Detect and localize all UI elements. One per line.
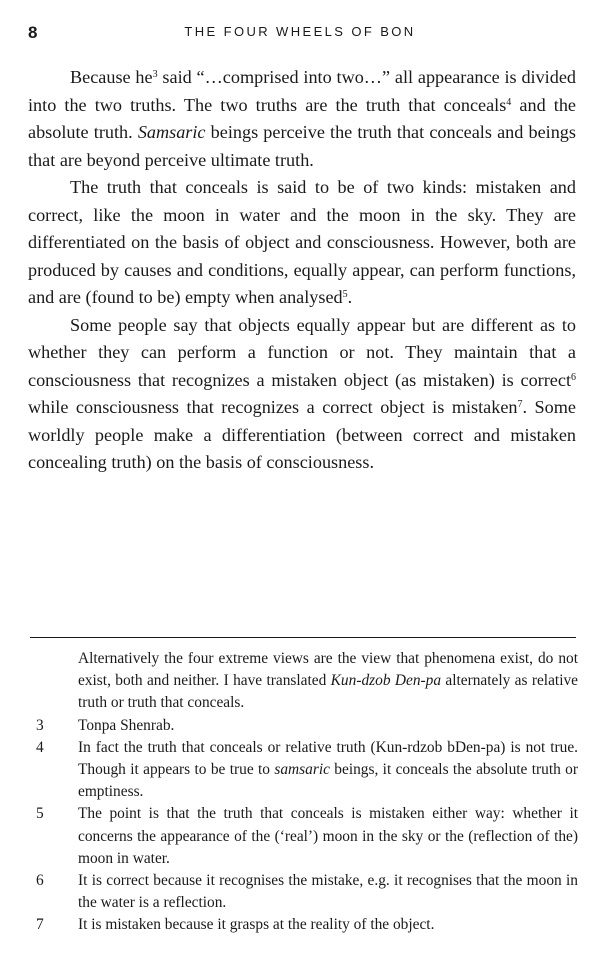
text-span: said “…comprised into two…” all appearance is divided into the two truths. The two truths are the truth that conceals <box>28 67 576 115</box>
footnote-text <box>78 648 578 715</box>
footnote-6 <box>30 870 578 914</box>
footnote-text: Tonpa Shenrab. <box>78 716 175 734</box>
footnote-7 <box>30 914 578 936</box>
text-span: beings, it conceals the absolute truth or emptiness. <box>78 761 578 801</box>
text-span: In fact the truth that conceals or relative truth (Kun-rdzob bDen-pa) is not true. Though it appears to be true to <box>78 738 578 779</box>
footnote-text: It is correct because it recognises the mistake, e.g. it recognises that the moon in the water is a reflection. <box>78 872 578 912</box>
text-span: Some people say that objects equally appear but are different as to whether they can perform a function or not. They maintain that a consciousness that recognizes a mistaken object (as mistaken) is correct <box>28 314 576 390</box>
footnote-divider <box>30 637 576 638</box>
text-span: beings perceive the truth that conceals and beings that are beyond perceive ultimate truth. <box>28 122 576 170</box>
paragraph-2 <box>28 174 576 312</box>
footnote-5 <box>30 803 578 870</box>
footnote-4 <box>30 737 578 804</box>
footnote-3 <box>30 715 578 737</box>
footnote-number: 7 <box>36 916 44 934</box>
footnote-ref-5[interactable]: 5 <box>342 289 348 300</box>
footnote-text: It is mistaken because it grasps at the reality of the object. <box>78 916 435 934</box>
footnote-number: 4 <box>36 738 44 756</box>
paragraph-1 <box>28 64 576 174</box>
text-span: while consciousness that recognizes a correct object is mistaken <box>28 397 518 417</box>
page-number: 8 <box>28 23 38 42</box>
footnote-ref-4[interactable]: 4 <box>506 96 512 108</box>
main-text <box>28 64 576 477</box>
footnote-number: 3 <box>36 716 44 734</box>
paragraph-3 <box>28 312 576 477</box>
text-span: Alternatively the four extreme views are the view that phenomena exist, do not exist, both and neither. I have translated <box>78 650 578 690</box>
text-span: . <box>347 287 353 307</box>
footnote-ref-7[interactable]: 7 <box>517 399 523 410</box>
footnote-number <box>30 648 78 715</box>
text-span: alternately as relative truth or truth that conceals. <box>78 672 578 712</box>
footnote-number: 5 <box>36 805 44 823</box>
footnote-text: The point is that the truth that conceals is mistaken either way: whether it concerns the appearance of the (‘real’) moon in the sky or the (reflection of the) moon in water. <box>78 805 578 867</box>
text-span: The truth that conceals is said to be of two kinds: mistaken and correct, like the moon in water and the moon in the sky. They are differentiated on the basis of object and consciousness. However, both are produced by causes and conditions, equally appear, can perform functions, and are (found to be) empty when analysed <box>28 177 576 307</box>
footnote-number: 6 <box>36 872 44 890</box>
text-span: Because he <box>70 67 153 87</box>
footnote-ref-3[interactable]: 3 <box>152 69 158 80</box>
footnote-continued <box>30 648 578 715</box>
footnote-text <box>78 737 578 804</box>
italic-term: samsaric <box>274 761 330 779</box>
running-head: THE FOUR WHEELS OF BON <box>184 24 416 39</box>
italic-term: Kun-dzob Den-pa <box>330 672 442 690</box>
footnote-ref-6[interactable]: 6 <box>571 371 576 383</box>
italic-term: Samsaric <box>137 122 206 142</box>
text-span: . Some worldly people make a differentiation (between correct and mistaken concealing truth) on the basis of consciousness. <box>28 397 576 472</box>
text-span: and the absolute truth. <box>28 94 576 142</box>
footnotes <box>30 648 578 937</box>
